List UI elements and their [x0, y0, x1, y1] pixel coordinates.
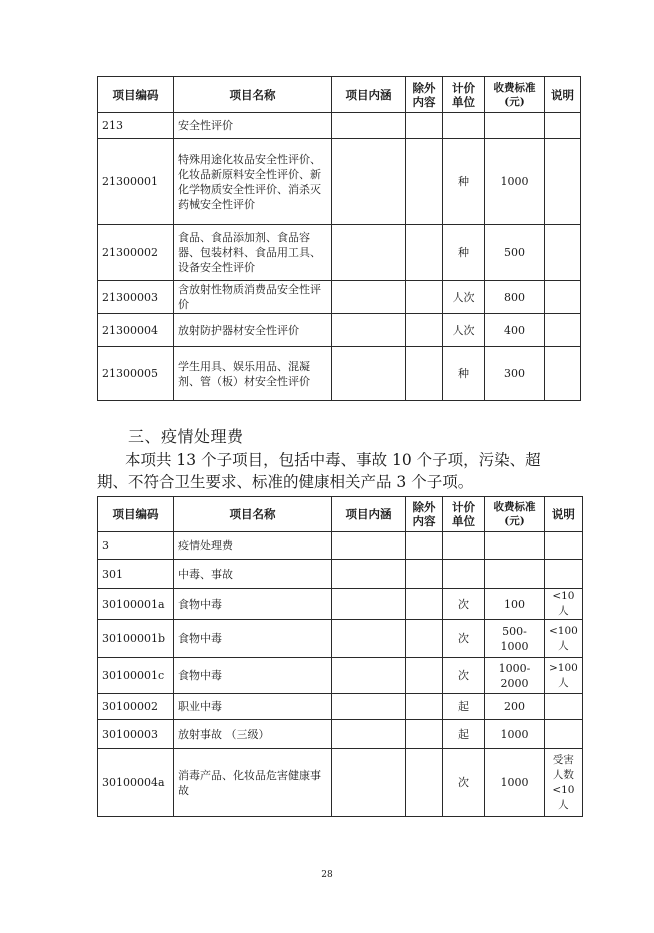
cell-code: 21300005: [98, 347, 174, 401]
cell-name: 食物中毒: [174, 620, 332, 658]
cell-code: 30100001b: [98, 620, 174, 658]
header-exclusions-line1: 除外: [412, 500, 436, 514]
table-row: [98, 694, 583, 720]
header-unit-line1: 计价: [452, 500, 475, 514]
header-fee: [485, 497, 545, 532]
epidemic-handling-table: [97, 496, 583, 817]
cell-content: [332, 139, 406, 225]
cell-note: [545, 694, 583, 720]
header-note: 说明: [545, 77, 581, 113]
cell-content: [332, 749, 406, 817]
cell-note: [545, 281, 581, 314]
cell-unit: [443, 532, 485, 560]
header-exclusions: [406, 77, 443, 113]
cell-code: 30100002: [98, 694, 174, 720]
cell-code: 21300003: [98, 281, 174, 314]
cell-unit: 次: [443, 589, 485, 620]
header-unit-line1: 计价: [452, 80, 475, 95]
cell-unit: [443, 560, 485, 589]
cell-unit: 次: [443, 620, 485, 658]
header-row: [98, 497, 583, 532]
cell-unit: 人次: [443, 281, 485, 314]
cell-content: [332, 281, 406, 314]
header-code: 项目编码: [98, 497, 174, 532]
cell-fee: [485, 532, 545, 560]
cell-fee: 500: [485, 225, 545, 281]
table-row: [98, 749, 583, 817]
cell-note: [545, 720, 583, 749]
header-row: [98, 77, 581, 113]
cell-name: 食物中毒: [174, 589, 332, 620]
cell-note: [545, 347, 581, 401]
header-exclusions-line2: 内容: [412, 94, 436, 109]
header-fee-line1: 收费标准: [493, 81, 536, 94]
cell-code: 30100001a: [98, 589, 174, 620]
cell-fee: [485, 113, 545, 139]
cell-note: 受害人数<10 人: [545, 749, 583, 817]
cell-fee: 1000-2000: [485, 658, 545, 694]
cell-exclusions: [406, 113, 443, 139]
cell-code: 30100004a: [98, 749, 174, 817]
cell-fee: 200: [485, 694, 545, 720]
cell-name: 放射防护器材安全性评价: [174, 314, 332, 347]
cell-content: [332, 532, 406, 560]
cell-code: 21300001: [98, 139, 174, 225]
cell-content: [332, 225, 406, 281]
cell-content: [332, 560, 406, 589]
cell-exclusions: [406, 694, 443, 720]
cell-fee: 1000: [485, 139, 545, 225]
cell-note: [545, 139, 581, 225]
cell-content: [332, 347, 406, 401]
cell-exclusions: [406, 749, 443, 817]
header-note: 说明: [545, 497, 583, 532]
table-row: [98, 281, 581, 314]
cell-note: <100 人: [545, 620, 583, 658]
header-unit: [443, 77, 485, 113]
cell-content: [332, 589, 406, 620]
cell-exclusions: [406, 560, 443, 589]
cell-exclusions: [406, 225, 443, 281]
cell-exclusions: [406, 658, 443, 694]
table-row: [98, 532, 583, 560]
cell-note: [545, 113, 581, 139]
cell-code: 30100001c: [98, 658, 174, 694]
header-name: 项目名称: [174, 77, 332, 113]
safety-evaluation-table: [97, 76, 581, 401]
cell-exclusions: [406, 720, 443, 749]
header-exclusions-line2: 内容: [412, 514, 436, 528]
cell-name: 特殊用途化妆品安全性评价、化妆品新原料安全性评价、新化学物质安全性评价、消杀灭药械安全性评价: [174, 139, 332, 225]
cell-note: [545, 225, 581, 281]
paragraph-line-2: 期、不符合卫生要求、标准的健康相关产品 3 个子项。: [97, 473, 474, 491]
table-row: [98, 314, 581, 347]
cell-content: [332, 314, 406, 347]
cell-exclusions: [406, 620, 443, 658]
cell-content: [332, 658, 406, 694]
header-exclusions-line1: 除外: [412, 80, 436, 95]
header-content: 项目内涵: [332, 497, 406, 532]
cell-code: 21300004: [98, 314, 174, 347]
table-row: [98, 658, 583, 694]
cell-unit: 人次: [443, 314, 485, 347]
cell-fee: 300: [485, 347, 545, 401]
table-row: [98, 720, 583, 749]
cell-exclusions: [406, 281, 443, 314]
cell-exclusions: [406, 314, 443, 347]
cell-exclusions: [406, 589, 443, 620]
cell-code: 21300002: [98, 225, 174, 281]
cell-unit: 起: [443, 694, 485, 720]
cell-fee: 1000: [485, 720, 545, 749]
cell-code: 213: [98, 113, 174, 139]
cell-exclusions: [406, 532, 443, 560]
cell-unit: 起: [443, 720, 485, 749]
cell-name: 中毒、事故: [174, 560, 332, 589]
section-heading: 三、疫情处理费: [128, 427, 244, 446]
cell-unit: 种: [443, 225, 485, 281]
cell-code: 301: [98, 560, 174, 589]
cell-name: 职业中毒: [174, 694, 332, 720]
cell-unit: 次: [443, 658, 485, 694]
table-row: [98, 225, 581, 281]
section-paragraph: [97, 449, 587, 493]
cell-unit: [443, 113, 485, 139]
cell-content: [332, 113, 406, 139]
cell-name: 安全性评价: [174, 113, 332, 139]
table-row: [98, 347, 581, 401]
cell-name: 食物中毒: [174, 658, 332, 694]
header-name: 项目名称: [174, 497, 332, 532]
cell-code: 3: [98, 532, 174, 560]
cell-code: 30100003: [98, 720, 174, 749]
table-row: [98, 589, 583, 620]
cell-fee: 500-1000: [485, 620, 545, 658]
cell-content: [332, 694, 406, 720]
cell-note: [545, 532, 583, 560]
cell-fee: 800: [485, 281, 545, 314]
cell-name: 放射事故 （三级）: [174, 720, 332, 749]
cell-fee: 1000: [485, 749, 545, 817]
cell-exclusions: [406, 139, 443, 225]
paragraph-line-1: 本项共 13 个子项目，包括中毒、事故 10 个子项，污染、超: [125, 451, 541, 469]
page-number: 28: [321, 870, 333, 880]
cell-exclusions: [406, 347, 443, 401]
header-unit-line2: 单位: [452, 94, 475, 109]
cell-name: 消毒产品、化妆品危害健康事故: [174, 749, 332, 817]
cell-name: 含放射性物质消费品安全性评价: [174, 281, 332, 314]
table-row: [98, 560, 583, 589]
cell-fee: 400: [485, 314, 545, 347]
cell-note: [545, 314, 581, 347]
table-row: [98, 113, 581, 139]
cell-note: [545, 560, 583, 589]
cell-fee: 100: [485, 589, 545, 620]
header-fee-line2: (元): [504, 515, 525, 527]
cell-note: <10 人: [545, 589, 583, 620]
cell-name: 学生用具、娱乐用品、混凝剂、管（板）材安全性评价: [174, 347, 332, 401]
table-row: [98, 139, 581, 225]
cell-content: [332, 720, 406, 749]
cell-note: >100 人: [545, 658, 583, 694]
header-unit-line2: 单位: [452, 514, 475, 528]
cell-unit: 次: [443, 749, 485, 817]
cell-unit: 种: [443, 139, 485, 225]
table-row: [98, 620, 583, 658]
cell-fee: [485, 560, 545, 589]
cell-name: 疫情处理费: [174, 532, 332, 560]
header-fee-line1: 收费标准: [493, 501, 536, 513]
header-exclusions: [406, 497, 443, 532]
header-code: 项目编码: [98, 77, 174, 113]
cell-content: [332, 620, 406, 658]
cell-unit: 种: [443, 347, 485, 401]
header-unit: [443, 497, 485, 532]
header-fee-line2: (元): [504, 95, 525, 108]
header-fee: [485, 77, 545, 113]
header-content: 项目内涵: [332, 77, 406, 113]
cell-name: 食品、食品添加剂、食品容器、包装材料、食品用工具、设备安全性评价: [174, 225, 332, 281]
